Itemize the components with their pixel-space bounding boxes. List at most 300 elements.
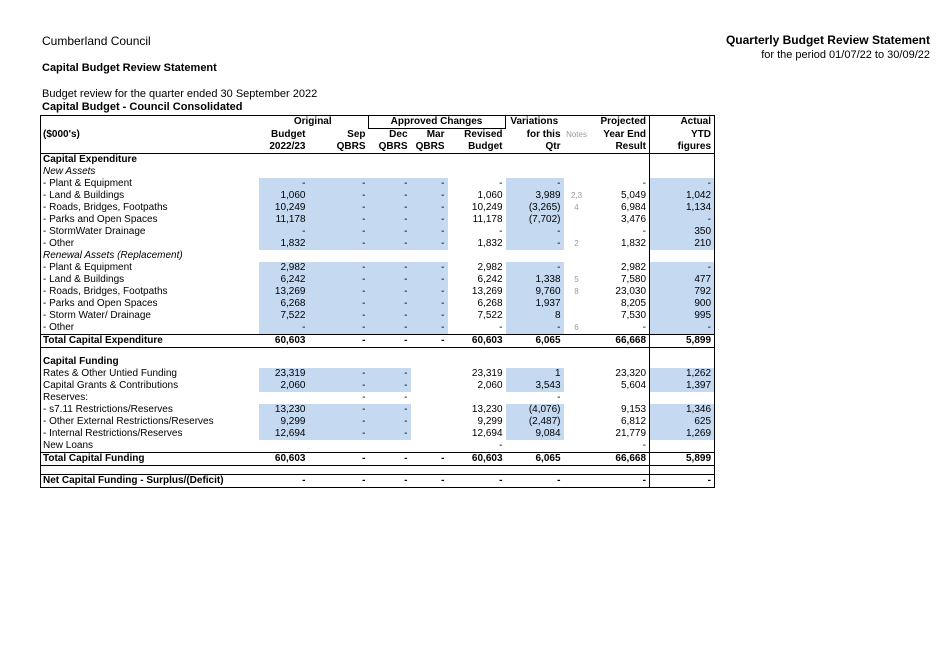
- cell-dec: -: [369, 310, 411, 322]
- note-ref: 5: [574, 275, 579, 284]
- cell-variations: -: [557, 392, 561, 403]
- cell-original: 1,832: [259, 238, 309, 250]
- note-ref: [564, 166, 590, 178]
- cell-revised: 7,522: [477, 310, 503, 321]
- col-actual-h3: figures: [650, 141, 715, 154]
- cell-variations: (2,487): [506, 416, 564, 428]
- note-ref: [564, 348, 590, 357]
- cell-original: [259, 250, 309, 262]
- cell-sep: [309, 466, 369, 475]
- cell-actual: 5,899: [650, 453, 715, 466]
- col-original-h3: 2022/23: [259, 141, 309, 154]
- cell-variations: [506, 440, 564, 453]
- cell-dec: -: [369, 286, 411, 298]
- header-row-3: [41, 141, 715, 154]
- cell-revised: [456, 356, 506, 368]
- cell-variations: 3,543: [506, 380, 564, 392]
- note-ref: [564, 226, 590, 238]
- cell-variations: [506, 166, 564, 178]
- cell-dec: -: [369, 274, 411, 286]
- cell-projected: 2,982: [620, 262, 647, 273]
- cell-mar: -: [411, 178, 448, 190]
- col-original-h1: Original: [293, 116, 332, 128]
- cell-projected: 66,668: [590, 335, 650, 348]
- table-row: [41, 238, 715, 250]
- col-variations-h2: for this: [526, 128, 561, 140]
- col-variations-h3: Qtr: [506, 141, 564, 154]
- row-label: Rates & Other Untied Funding: [43, 368, 177, 379]
- cell-dec: -: [404, 392, 408, 403]
- cell-projected: 7,580: [620, 274, 647, 285]
- cell-mar: -: [411, 475, 448, 488]
- col-dec-h2: QBRS: [369, 141, 411, 154]
- cell-original: [259, 356, 309, 368]
- cell-revised: 9,299: [477, 416, 503, 427]
- note-ref: [564, 440, 590, 453]
- row-label: - Land & Buildings: [43, 190, 125, 201]
- cell-original: 23,319: [259, 368, 309, 380]
- cell-sep: -: [309, 475, 369, 488]
- cell-original: 13,230: [259, 404, 309, 416]
- cell-revised: -: [456, 475, 506, 488]
- table-row: [41, 154, 715, 167]
- cell-sep: [309, 154, 369, 167]
- cell-dec: -: [369, 202, 411, 214]
- cell-dec: -: [369, 453, 411, 466]
- cell-projected: 5,049: [620, 190, 647, 201]
- cell-revised: 11,178: [472, 214, 503, 225]
- cell-revised: [456, 348, 506, 357]
- cell-sep: -: [309, 322, 369, 335]
- cell-sep: -: [309, 226, 369, 238]
- note-ref: [564, 214, 590, 226]
- cell-original: [259, 440, 309, 453]
- row-label: - Other: [43, 238, 75, 249]
- cell-variations: -: [506, 322, 564, 335]
- cell-variations: 6,065: [506, 335, 564, 348]
- note-ref: 2: [574, 239, 579, 248]
- note-ref: [564, 380, 590, 392]
- cell-mar: -: [411, 190, 448, 202]
- cell-variations: [506, 250, 564, 262]
- cell-original: 11,178: [259, 214, 309, 226]
- table-row: [41, 322, 715, 335]
- cell-projected: 66,668: [590, 453, 650, 466]
- cell-revised: [456, 392, 506, 404]
- cell-actual: [650, 356, 715, 368]
- cell-mar: -: [411, 274, 448, 286]
- cell-dec: [369, 250, 411, 262]
- note-ref: [564, 475, 590, 488]
- cell-variations: -: [506, 238, 564, 250]
- cell-dec: -: [369, 178, 411, 190]
- cell-sep: -: [309, 214, 369, 226]
- cell-original: [259, 392, 309, 404]
- cell-projected: [590, 356, 650, 368]
- header-row-1: [41, 116, 715, 129]
- table-row: [41, 202, 715, 214]
- cell-actual: 477: [650, 274, 715, 286]
- cell-variations: 1,937: [506, 298, 564, 310]
- note-ref: [564, 392, 590, 404]
- note-ref: [564, 250, 590, 262]
- row-label: - Plant & Equipment: [43, 262, 132, 273]
- cell-projected: [590, 348, 650, 357]
- cell-actual: [650, 466, 715, 475]
- note-ref: 2,3: [570, 191, 583, 200]
- col-revised-h2: Budget: [456, 141, 506, 154]
- cell-sep: [309, 250, 369, 262]
- cell-projected: 7,530: [620, 310, 647, 321]
- statement-subtitle: Capital Budget Review Statement: [42, 62, 217, 74]
- cell-mar: -: [411, 322, 448, 335]
- note-ref: [564, 404, 590, 416]
- cell-dec: [369, 440, 411, 453]
- cell-sep: -: [362, 392, 366, 403]
- cell-actual: 792: [650, 286, 715, 298]
- cell-original: 12,694: [259, 428, 309, 440]
- note-ref: [564, 356, 590, 368]
- cell-sep: -: [309, 404, 369, 416]
- cell-dec: -: [369, 262, 411, 274]
- note-ref: 8: [574, 287, 579, 296]
- table-row: [41, 286, 715, 298]
- cell-sep: -: [309, 335, 369, 348]
- cell-variations: 1,338: [506, 274, 564, 286]
- cell-projected: [590, 466, 650, 475]
- cell-dec: -: [369, 298, 411, 310]
- cell-sep: -: [309, 262, 369, 274]
- cell-sep: -: [309, 274, 369, 286]
- cell-projected: -: [642, 440, 647, 451]
- table-row: [41, 380, 715, 392]
- cell-mar: -: [411, 238, 448, 250]
- cell-projected: -: [642, 178, 647, 189]
- cell-original: 13,269: [259, 286, 309, 298]
- note-ref: 6: [574, 323, 579, 332]
- review-quarter-line: Budget review for the quarter ended 30 September 2022: [42, 88, 318, 100]
- consolidated-heading: Capital Budget - Council Consolidated: [42, 101, 243, 113]
- cell-mar: [411, 404, 448, 416]
- cell-projected: -: [642, 226, 647, 237]
- cell-actual: 625: [650, 416, 715, 428]
- cell-actual: 995: [650, 310, 715, 322]
- note-ref: [564, 335, 590, 348]
- row-label: Renewal Assets (Replacement): [43, 250, 183, 261]
- col-revised-h1: Revised: [464, 129, 503, 140]
- note-ref: [564, 178, 590, 190]
- note-ref: 4: [574, 203, 579, 212]
- cell-actual: 1,134: [650, 202, 715, 214]
- cell-projected: [590, 250, 650, 262]
- cell-mar: [411, 348, 448, 357]
- cell-revised: -: [499, 440, 503, 451]
- col-actual-h2: YTD: [650, 129, 715, 142]
- row-label: Net Capital Funding - Surplus/(Deficit): [41, 475, 259, 488]
- units-label: ($000's): [43, 128, 80, 140]
- row-label: [41, 466, 259, 475]
- row-label: - Parks and Open Spaces: [43, 298, 158, 309]
- cell-dec: -: [369, 214, 411, 226]
- cell-variations: [506, 154, 564, 167]
- council-name: Cumberland Council: [42, 34, 151, 48]
- row-label: Total Capital Funding: [41, 453, 259, 466]
- row-label: - Roads, Bridges, Footpaths: [43, 286, 168, 297]
- cell-dec: [369, 154, 411, 167]
- row-label: Capital Funding: [43, 356, 119, 367]
- cell-original: -: [259, 226, 309, 238]
- cell-dec: -: [369, 335, 411, 348]
- cell-sep: -: [309, 238, 369, 250]
- cell-original: -: [259, 178, 309, 190]
- col-projected-h3: Result: [590, 141, 650, 154]
- cell-original: 6,242: [259, 274, 309, 286]
- cell-variations: 6,065: [506, 453, 564, 466]
- note-ref: [564, 262, 590, 274]
- cell-actual: 1,346: [650, 404, 715, 416]
- cell-projected: 5,604: [620, 380, 647, 391]
- table-row: [41, 274, 715, 286]
- cell-variations: -: [506, 262, 564, 274]
- cell-actual: -: [650, 322, 715, 335]
- cell-mar: -: [411, 298, 448, 310]
- cell-variations: -: [506, 475, 564, 488]
- cell-mar: -: [411, 226, 448, 238]
- cell-sep: -: [309, 368, 369, 380]
- cell-dec: -: [369, 368, 411, 380]
- row-label: Capital Expenditure: [43, 154, 137, 165]
- row-label: - Other External Restrictions/Reserves: [43, 416, 214, 427]
- cell-dec: -: [369, 416, 411, 428]
- table-row: [41, 475, 715, 488]
- cell-revised: -: [499, 226, 503, 237]
- cell-mar: [411, 440, 448, 453]
- cell-actual: [650, 250, 715, 262]
- cell-variations: -: [506, 226, 564, 238]
- cell-dec: -: [369, 475, 411, 488]
- cell-sep: -: [309, 286, 369, 298]
- cell-actual: 900: [650, 298, 715, 310]
- col-notes-h: Notes: [566, 129, 587, 139]
- row-label: - Roads, Bridges, Footpaths: [43, 202, 168, 213]
- cell-mar: [411, 416, 448, 428]
- table-row: [41, 190, 715, 202]
- cell-revised: 13,269: [471, 286, 503, 297]
- cell-actual: [650, 154, 715, 167]
- cell-revised: [456, 154, 506, 167]
- table-row: [41, 404, 715, 416]
- cell-projected: 6,812: [620, 416, 647, 427]
- cell-original: 6,268: [259, 298, 309, 310]
- cell-original: 1,060: [259, 190, 309, 202]
- cell-original: 2,982: [259, 262, 309, 274]
- row-label: - Storm Water/ Drainage: [43, 310, 151, 321]
- cell-mar: [411, 154, 448, 167]
- table-row: [41, 262, 715, 274]
- cell-actual: 1,262: [650, 368, 715, 380]
- cell-original: 10,249: [259, 202, 309, 214]
- table-row: [41, 335, 715, 348]
- cell-sep: -: [309, 202, 369, 214]
- cell-variations: [506, 356, 564, 368]
- cell-revised: 1,060: [477, 190, 503, 201]
- cell-variations: 9,760: [506, 286, 564, 298]
- cell-sep: -: [309, 380, 369, 392]
- cell-revised: 60,603: [456, 335, 506, 348]
- cell-variations: (7,702): [506, 214, 564, 226]
- row-label: New Loans: [43, 440, 94, 451]
- row-label: New Assets: [43, 166, 96, 177]
- cell-projected: 8,205: [620, 298, 647, 309]
- cell-mar: -: [411, 310, 448, 322]
- cell-dec: -: [369, 226, 411, 238]
- cell-sep: [309, 440, 369, 453]
- cell-original: 60,603: [259, 335, 309, 348]
- cell-original: 9,299: [259, 416, 309, 428]
- row-label: Reserves:: [43, 392, 89, 403]
- cell-actual: [650, 440, 715, 453]
- col-sep-h2: QBRS: [309, 141, 369, 154]
- table-row: [41, 453, 715, 466]
- cell-revised: 60,603: [456, 453, 506, 466]
- cell-variations: (4,076): [506, 404, 564, 416]
- row-label: - Parks and Open Spaces: [43, 214, 158, 225]
- note-ref: [564, 416, 590, 428]
- row-label: - StormWater Drainage: [43, 226, 146, 237]
- table-row: [41, 226, 715, 238]
- cell-mar: [411, 250, 448, 262]
- cell-sep: -: [309, 298, 369, 310]
- cell-variations: 8: [506, 310, 564, 322]
- cell-revised: [456, 466, 506, 475]
- cell-dec: -: [369, 238, 411, 250]
- cell-sep: -: [309, 428, 369, 440]
- cell-projected: [590, 154, 650, 167]
- col-projected-h1: Projected: [600, 116, 647, 128]
- cell-variations: 1: [506, 368, 564, 380]
- note-ref: [564, 466, 590, 475]
- note-ref: [564, 298, 590, 310]
- col-variations-h1: Variations: [510, 116, 559, 128]
- cell-mar: [411, 466, 448, 475]
- cell-revised: 2,982: [477, 262, 503, 273]
- cell-actual: [650, 392, 715, 404]
- cell-actual: 350: [650, 226, 715, 238]
- cell-dec: [369, 348, 411, 357]
- cell-mar: -: [411, 286, 448, 298]
- cell-original: 2,060: [259, 380, 309, 392]
- cell-mar: [411, 380, 448, 392]
- cell-original: 7,522: [259, 310, 309, 322]
- cell-original: [259, 154, 309, 167]
- table-row: [41, 178, 715, 190]
- note-ref: [564, 310, 590, 322]
- cell-projected: 9,153: [620, 404, 647, 415]
- col-projected-h2: Year End: [603, 128, 647, 140]
- table-row: [41, 440, 715, 453]
- cell-dec: [369, 166, 411, 178]
- cell-mar: -: [411, 262, 448, 274]
- row-label: [41, 348, 259, 357]
- table-row: [41, 392, 715, 404]
- col-mar-h2: QBRS: [411, 141, 448, 154]
- table-row: [41, 356, 715, 368]
- cell-mar: [411, 392, 448, 404]
- table-row: [41, 310, 715, 322]
- cell-dec: [369, 466, 411, 475]
- col-sep-h1: Sep: [347, 128, 366, 140]
- cell-variations: 3,989: [506, 190, 564, 202]
- cell-actual: 5,899: [650, 335, 715, 348]
- row-label: - Other: [43, 322, 75, 333]
- cell-revised: 6,268: [477, 298, 503, 309]
- cell-revised: 13,230: [471, 404, 503, 415]
- cell-revised: 10,249: [471, 202, 503, 213]
- cell-original: [259, 166, 309, 178]
- statement-title: Quarterly Budget Review Statement: [725, 33, 930, 47]
- cell-projected: [590, 392, 650, 404]
- cell-projected: -: [590, 475, 650, 488]
- cell-actual: -: [650, 262, 715, 274]
- cell-sep: -: [309, 310, 369, 322]
- table-row: [41, 416, 715, 428]
- cell-actual: -: [650, 178, 715, 190]
- cell-revised: -: [499, 178, 503, 189]
- cell-mar: -: [411, 202, 448, 214]
- cell-projected: 23,320: [615, 368, 647, 379]
- table-row: [41, 214, 715, 226]
- cell-revised: [456, 166, 506, 178]
- cell-actual: -: [650, 214, 715, 226]
- header-row-2: [41, 129, 715, 142]
- col-actual-h1: Actual: [650, 116, 715, 129]
- col-original-h2: Budget: [271, 128, 306, 140]
- cell-projected: 6,984: [620, 202, 647, 213]
- cell-revised: 12,694: [471, 428, 503, 439]
- row-label: Total Capital Expenditure: [41, 335, 259, 348]
- cell-sep: -: [309, 416, 369, 428]
- note-ref: [564, 154, 590, 167]
- cell-mar: [411, 368, 448, 380]
- note-ref: [564, 453, 590, 466]
- cell-variations: [506, 466, 564, 475]
- capital-budget-table: [40, 115, 715, 488]
- row-label: - Plant & Equipment: [43, 178, 132, 189]
- row-label: - Land & Buildings: [43, 274, 125, 285]
- table-row: [41, 466, 715, 475]
- note-ref: [564, 368, 590, 380]
- cell-mar: -: [411, 335, 448, 348]
- cell-projected: 1,832: [620, 238, 647, 249]
- cell-actual: 1,397: [650, 380, 715, 392]
- table-row: [41, 428, 715, 440]
- table-row: [41, 250, 715, 262]
- table-row: [41, 368, 715, 380]
- table-row: [41, 348, 715, 357]
- note-ref: [564, 428, 590, 440]
- cell-actual: -: [650, 475, 715, 488]
- col-mar-h1: Mar: [426, 129, 445, 140]
- cell-dec: -: [369, 404, 411, 416]
- cell-sep: -: [309, 190, 369, 202]
- statement-period: for the period 01/07/22 to 30/09/22: [761, 49, 930, 61]
- cell-sep: [309, 166, 369, 178]
- cell-original: -: [259, 322, 309, 335]
- cell-mar: -: [411, 453, 448, 466]
- cell-sep: -: [309, 453, 369, 466]
- cell-actual: 1,042: [650, 190, 715, 202]
- cell-actual: 210: [650, 238, 715, 250]
